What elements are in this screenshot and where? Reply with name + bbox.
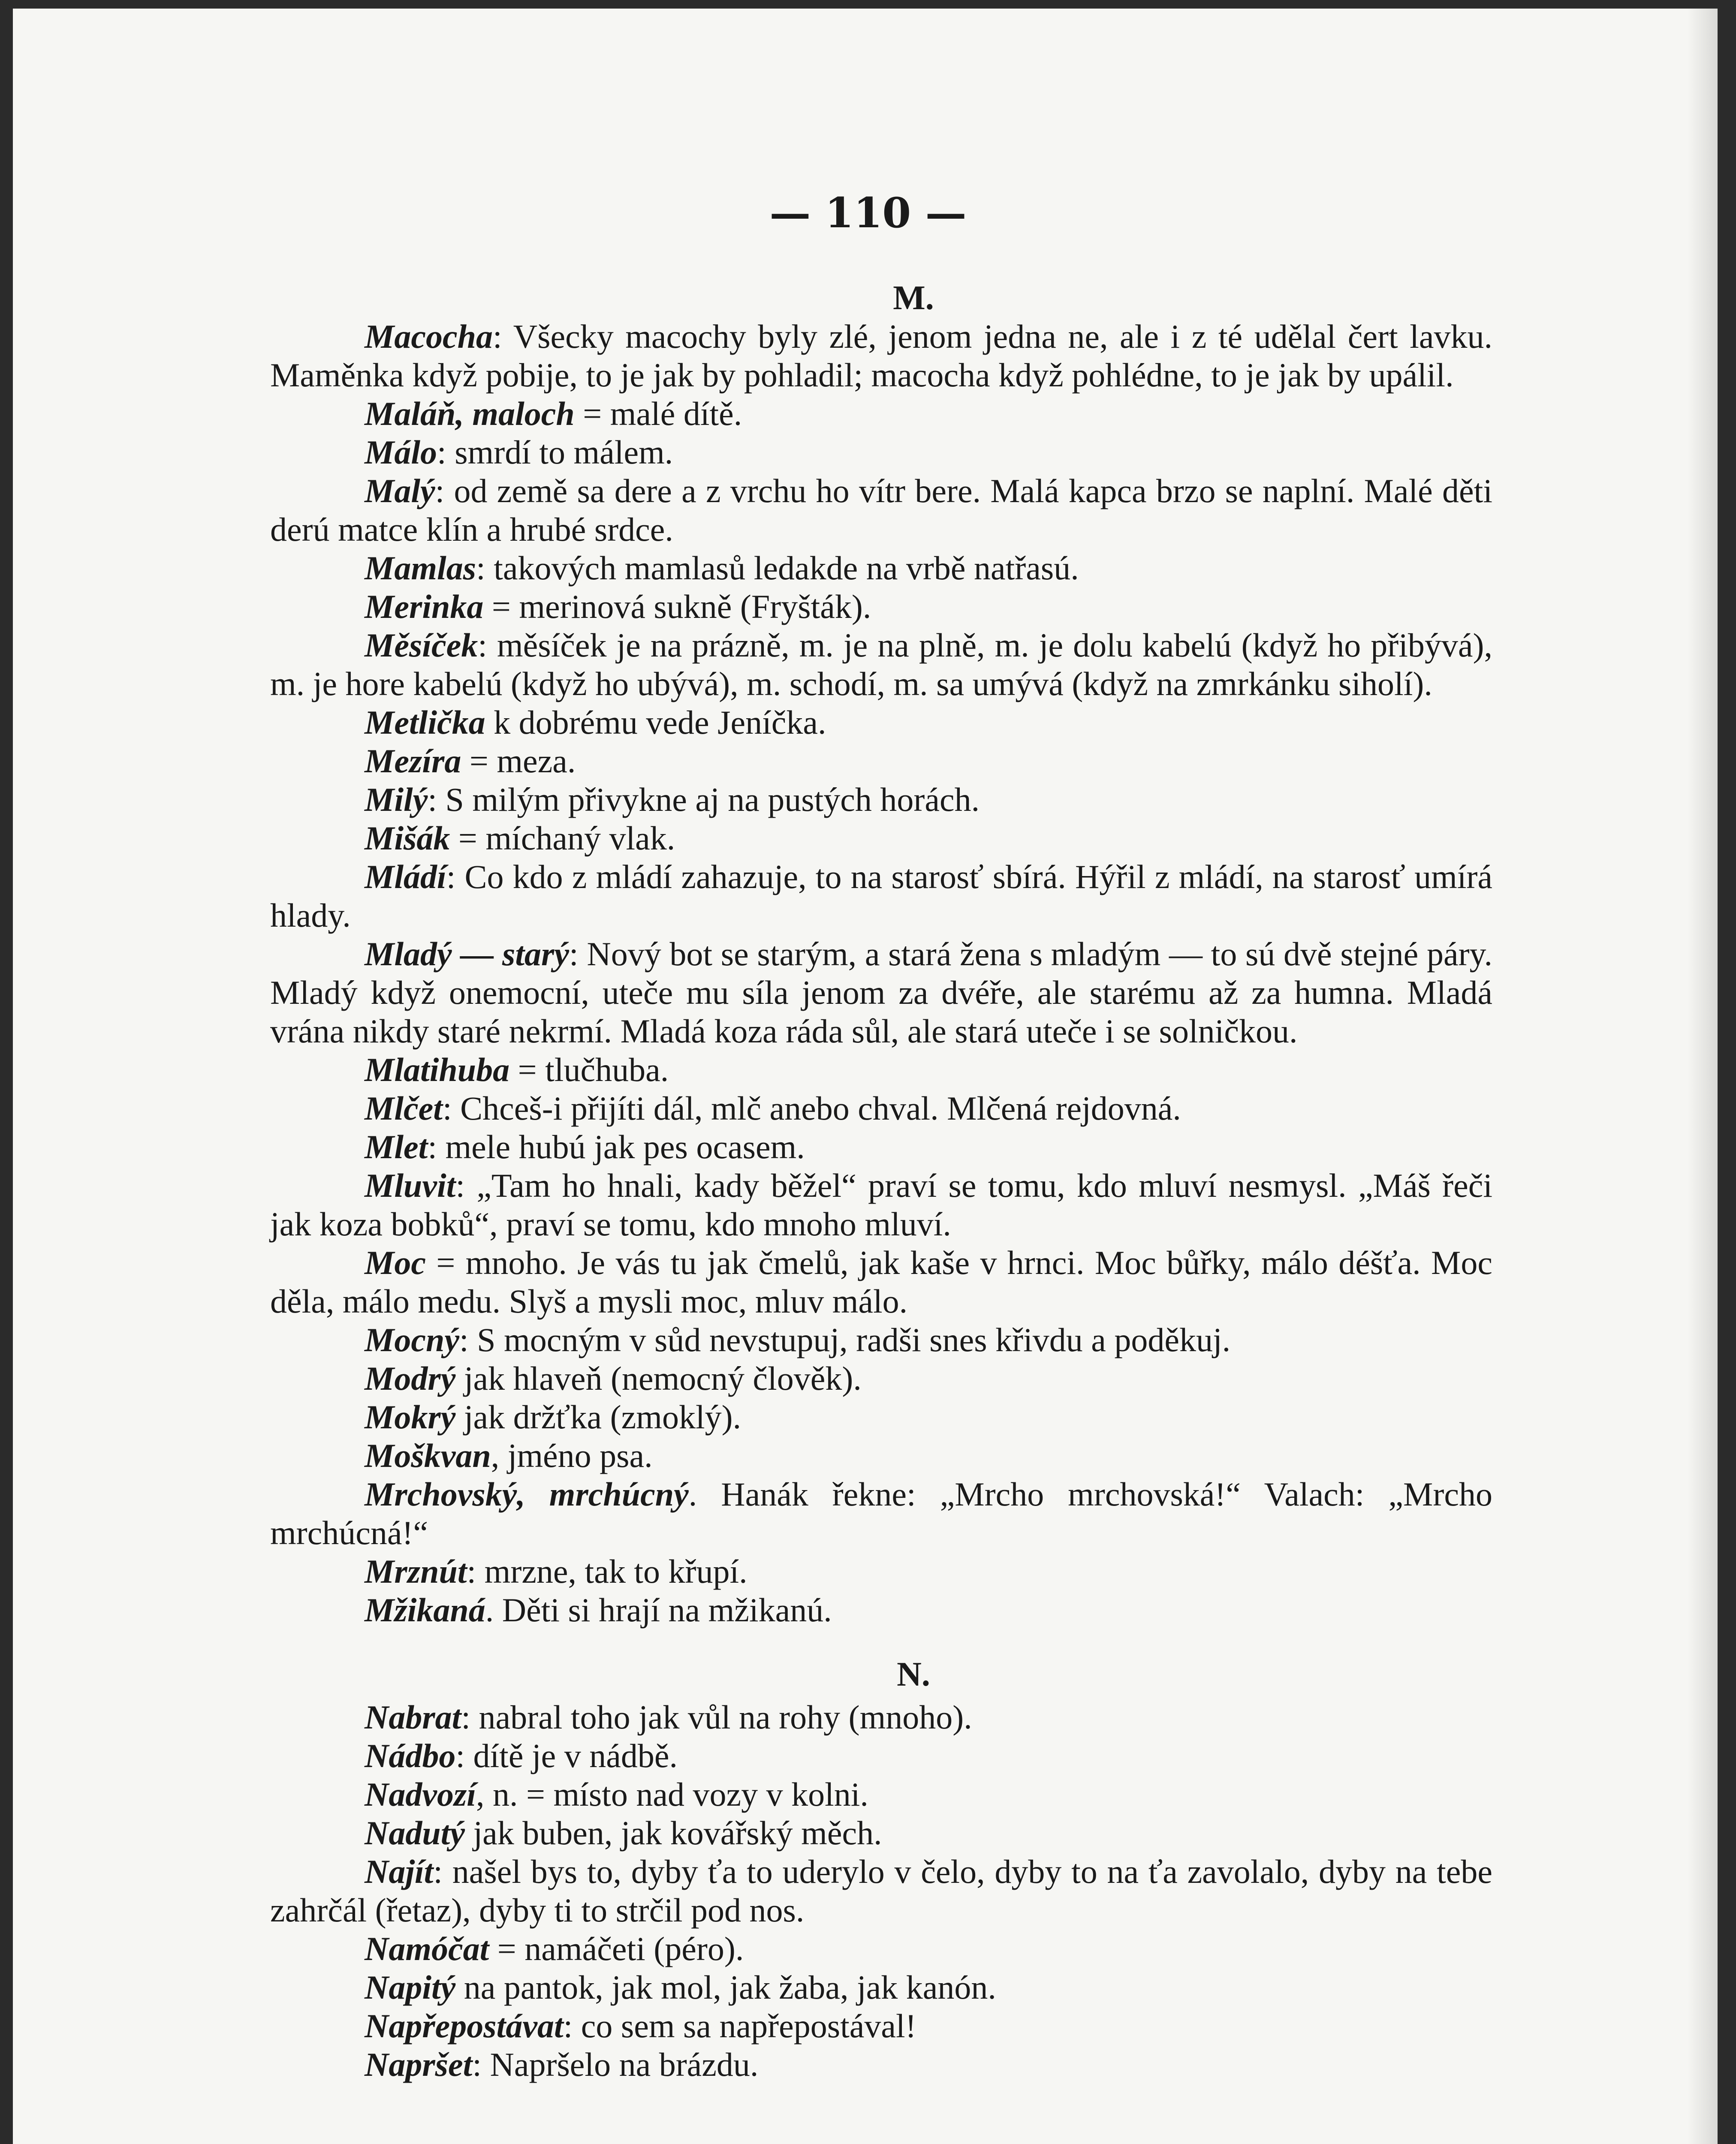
entry-text: : co sem sa napřepostával! xyxy=(563,2007,916,2045)
dictionary-entry xyxy=(270,1244,1492,1321)
entry-text: : Napršelo na brázdu. xyxy=(472,2046,759,2083)
entry-headword: Maláň, maloch xyxy=(365,395,575,432)
section-heading-n: N. xyxy=(897,1656,930,1693)
dictionary-entry xyxy=(270,1398,1492,1436)
entry-headword: Málo xyxy=(365,434,437,471)
dictionary-entry xyxy=(270,1775,1492,1814)
entry-headword: Moc xyxy=(365,1244,426,1281)
entry-text: : Co kdo z mládí zahazuje, to na starosť sbírá. Hýřil z mládí, na starosť umírá hlady. xyxy=(270,858,1492,934)
entry-headword: Napršet xyxy=(365,2046,473,2083)
entry-headword: Metlička xyxy=(365,704,485,741)
dictionary-entry xyxy=(270,1089,1492,1128)
dictionary-entry xyxy=(270,1051,1492,1089)
entry-headword: Měsíček xyxy=(365,626,478,664)
entry-text: = tlučhuba. xyxy=(509,1051,669,1088)
entry-text: : našel bys to, dyby ťa to uderylo v čelo, dyby to na ťa zavolalo, dyby na tebe zahrčál (řetaz), dyby ti to strčil pod nos. xyxy=(270,1853,1492,1929)
entry-headword: Napřepostávat xyxy=(365,2007,564,2045)
entry-text: = míchaný vlak. xyxy=(450,819,675,857)
entry-headword: Nádbo xyxy=(365,1737,456,1774)
entry-headword: Merinka xyxy=(365,588,484,625)
entry-headword: Mládí xyxy=(365,858,446,895)
dictionary-entry xyxy=(270,1475,1492,1552)
entry-headword: Mrznút xyxy=(365,1553,467,1590)
entry-text: : Nový bot se starým, a stará žena s mladým — to sú dvě stejné páry. Mladý když onemocní, uteče mu síla jenom za dvéře, ale starému až za humna. Mladá vrána nikdy staré nekrmí. Mladá koza ráda sůl, ale stará uteče i se solničkou. xyxy=(270,935,1492,1050)
dictionary-entry xyxy=(270,858,1492,935)
entry-text: : S mocným v sůd nevstupuj, radši snes křivdu a poděkuj. xyxy=(459,1321,1231,1358)
entry-text: : od země sa dere a z vrchu ho vítr bere. Malá kapca brzo se naplní. Malé děti derú matce klín a hrubé srdce. xyxy=(270,472,1492,548)
entry-headword: Modrý xyxy=(365,1360,456,1397)
entry-text: : takových mamlasů ledakde na vrbě natřasú. xyxy=(476,549,1079,587)
entry-text: : mrzne, tak to křupí. xyxy=(467,1553,747,1590)
entry-text: . Hanák řekne: „Mrcho mrchovská!“ Valach: „Mrcho mrchúcná!“ xyxy=(270,1476,1492,1551)
entry-headword: Mžikaná xyxy=(365,1591,485,1629)
dictionary-entry xyxy=(270,780,1492,819)
entry-headword: Napitý xyxy=(365,1969,456,2006)
entry-text: , jméno psa. xyxy=(491,1437,653,1474)
entry-headword: Mrchovský, mrchúcný xyxy=(365,1476,689,1513)
dictionary-entry xyxy=(270,742,1492,780)
dictionary-entry xyxy=(270,819,1492,858)
entry-text: = namáčeti (péro). xyxy=(489,1930,744,1967)
entry-text: : nabral toho jak vůl na rohy (mnoho). xyxy=(461,1698,972,1736)
dictionary-entry xyxy=(270,1552,1492,1591)
entry-text: . Děti si hrají na mžikanú. xyxy=(485,1591,832,1629)
entry-text: jak držťka (zmoklý). xyxy=(455,1398,741,1436)
entry-headword: Namóčat xyxy=(365,1930,489,1967)
entry-text: : měsíček je na prázně, m. je na plně, m. je dolu kabelú (když ho přibývá), m. je hore kabelú (když ho ubývá), m. schodí, m. sa umývá (když na zmrkánku siholí). xyxy=(270,626,1492,702)
dictionary-entry xyxy=(270,1591,1492,1629)
entry-text: = malé dítě. xyxy=(574,395,742,432)
entry-text: = mnoho. Je vás tu jak čmelů, jak kaše v hrnci. Moc bůřky, málo déšťa. Moc děla, málo medu. Slyš a mysli moc, mluv málo. xyxy=(270,1244,1492,1320)
dictionary-entry xyxy=(270,587,1492,626)
dictionary-entry xyxy=(270,1359,1492,1398)
entry-headword: Milý xyxy=(365,781,428,818)
dictionary-entry xyxy=(270,317,1492,394)
entry-text: = merinová sukně (Fryšták). xyxy=(483,588,871,625)
entry-text: , n. = místo nad vozy v kolni. xyxy=(476,1776,868,1813)
entry-text: k dobrému vede Jeníčka. xyxy=(485,704,826,741)
dictionary-entry xyxy=(270,549,1492,587)
entry-text: : Chceš-i přijíti dál, mlč anebo chval. Mlčená rejdovná. xyxy=(442,1090,1181,1127)
entry-headword: Macocha xyxy=(365,318,493,355)
dictionary-entry xyxy=(270,1166,1492,1244)
entry-headword: Nabrat xyxy=(365,1698,461,1736)
dictionary-entry xyxy=(270,626,1492,703)
entry-text: jak buben, jak kovářský měch. xyxy=(465,1814,882,1852)
dictionary-text xyxy=(270,279,1492,2084)
entry-headword: Mlčet xyxy=(365,1090,443,1127)
dictionary-entry xyxy=(270,472,1492,549)
entry-text: = meza. xyxy=(461,742,576,780)
section-heading-m: M. xyxy=(893,279,934,317)
entry-headword: Moškvan xyxy=(365,1437,491,1474)
dictionary-entry xyxy=(270,1436,1492,1475)
dictionary-entry xyxy=(270,1814,1492,1852)
entry-headword: Mamlas xyxy=(365,549,476,587)
dictionary-entry xyxy=(270,1968,1492,2007)
dictionary-entry xyxy=(270,2045,1492,2084)
entry-headword: Mišák xyxy=(365,819,450,857)
entry-headword: Malý xyxy=(365,472,435,509)
entry-text: : Všecky macochy byly zlé, jenom jedna ne, ale i z té udělal čert lavku. Maměnka když pobije, to je jak by pohladil; macocha když pohlédne, to je jak by upálil. xyxy=(270,318,1492,394)
dictionary-entry xyxy=(270,935,1492,1051)
dictionary-entry xyxy=(270,1852,1492,1930)
dictionary-entry xyxy=(270,703,1492,742)
entry-headword: Mlet xyxy=(365,1128,428,1165)
entry-headword: Nadutý xyxy=(365,1814,465,1852)
dictionary-entry xyxy=(270,433,1492,472)
entry-headword: Mlatihuba xyxy=(365,1051,510,1088)
entry-text: : smrdí to málem. xyxy=(437,434,673,471)
page-number: — 110 — xyxy=(769,189,967,237)
section-m-entries xyxy=(270,317,1492,1629)
dictionary-entry xyxy=(270,394,1492,433)
dictionary-entry xyxy=(270,1737,1492,1775)
entry-headword: Nadvozí xyxy=(365,1776,476,1813)
entry-headword: Mluvit xyxy=(365,1167,456,1204)
entry-headword: Najít xyxy=(365,1853,434,1890)
section-n-entries xyxy=(270,1698,1492,2084)
entry-text: : „Tam ho hnali, kady běžel“ praví se tomu, kdo mluví nesmysl. „Máš řeči jak koza bobků“, praví se tomu, kdo mnoho mluví. xyxy=(270,1167,1492,1243)
dictionary-entry xyxy=(270,1698,1492,1737)
entry-text: jak hlaveň (nemocný člověk). xyxy=(455,1360,862,1397)
dictionary-entry xyxy=(270,2007,1492,2045)
entry-headword: Mokrý xyxy=(365,1398,456,1436)
entry-text: na pantok, jak mol, jak žaba, jak kanón. xyxy=(455,1969,996,2006)
dictionary-entry xyxy=(270,1128,1492,1166)
dictionary-entry xyxy=(270,1930,1492,1968)
entry-text: : S milým přivykne aj na pustých horách. xyxy=(428,781,980,818)
entry-text: : dítě je v nádbě. xyxy=(455,1737,678,1774)
entry-text: : mele hubú jak pes ocasem. xyxy=(428,1128,805,1165)
entry-headword: Mladý — starý xyxy=(365,935,570,973)
entry-headword: Mocný xyxy=(365,1321,459,1358)
dictionary-entry xyxy=(270,1321,1492,1359)
entry-headword: Mezíra xyxy=(365,742,461,780)
